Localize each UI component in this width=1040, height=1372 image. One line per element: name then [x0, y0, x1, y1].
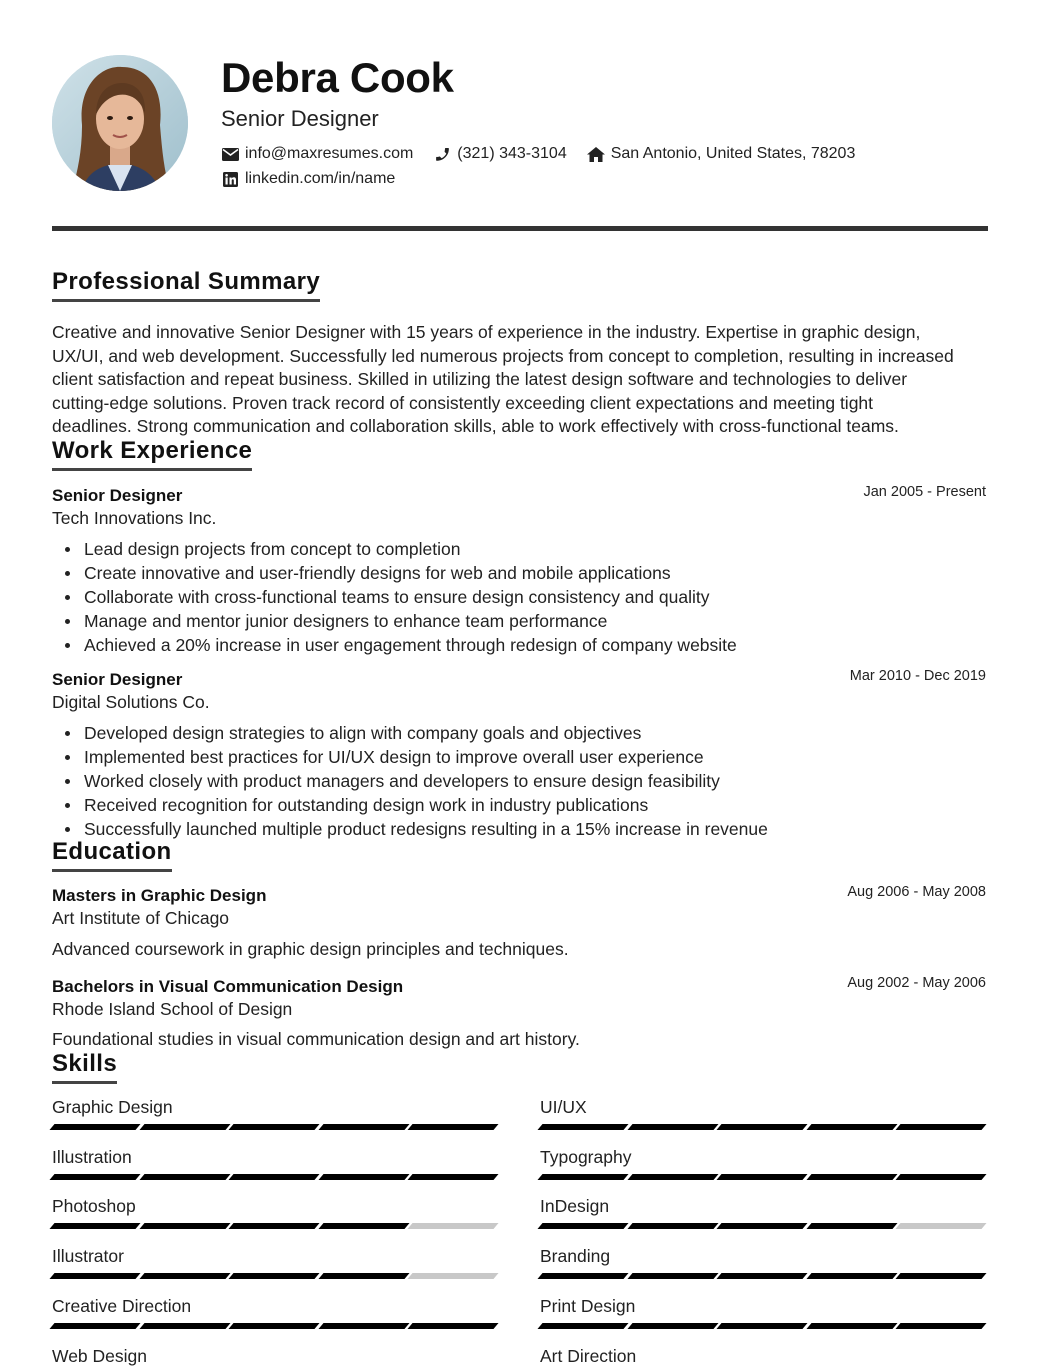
- skill-name: Graphic Design: [52, 1097, 173, 1117]
- degree: Bachelors in Visual Communication Design: [52, 977, 404, 996]
- envelope-icon: [221, 145, 239, 163]
- candidate-name: Debra Cook: [221, 54, 454, 101]
- skill-item: [52, 1096, 500, 1130]
- contact-linkedin[interactable]: [221, 170, 395, 188]
- summary-heading: Professional Summary: [52, 268, 320, 302]
- skill-level-segment: [49, 1174, 140, 1180]
- skill-item: [540, 1146, 988, 1180]
- skill-item: [540, 1096, 988, 1130]
- skill-level-bar: [52, 1223, 500, 1229]
- skill-level-segment: [806, 1174, 897, 1180]
- list-item: Create innovative and user-friendly designs for web and mobile applications: [84, 561, 737, 585]
- summary-line: Creative and innovative Senior Designer with 15 years of experience in the industry. Expertise in graphic design,: [52, 322, 921, 342]
- skill-name: Creative Direction: [52, 1295, 192, 1316]
- list-item: Achieved a 20% increase in user engagement through redesign of company website: [84, 635, 737, 655]
- skill-name: InDesign: [540, 1196, 610, 1217]
- contact-address: [587, 145, 856, 163]
- skill-name: Print Design: [540, 1295, 636, 1316]
- skill-level-segment: [717, 1124, 808, 1130]
- portrait-photo: [52, 55, 188, 191]
- skill-level-bar: [540, 1223, 988, 1229]
- skill-level-segment: [627, 1323, 718, 1329]
- skill-name: Web Design: [52, 1345, 148, 1366]
- skill-level-bar: [540, 1323, 988, 1329]
- education-dates: Aug 2006 - May 2008: [847, 884, 986, 900]
- skill-level-segment: [229, 1223, 320, 1229]
- candidate-title: Senior Designer: [221, 106, 379, 131]
- summary-line: cutting-edge solutions. Proven track record of consistently exceeding client expectations and meeting tight: [52, 392, 874, 413]
- degree: Masters in Graphic Design: [52, 886, 267, 905]
- home-icon: [587, 145, 605, 163]
- skill-item: [52, 1295, 500, 1329]
- experience-heading: Work Experience: [52, 437, 252, 471]
- skill-level-segment: [49, 1273, 140, 1279]
- skill-level-segment: [537, 1174, 628, 1180]
- contact-phone[interactable]: [433, 145, 566, 163]
- skill-level-segment: [627, 1273, 718, 1279]
- skill-level-segment: [717, 1273, 808, 1279]
- address-text: San Antonio, United States, 78203: [610, 145, 856, 162]
- skills-heading: Skills: [52, 1050, 117, 1084]
- skill-item: [52, 1245, 500, 1279]
- summary-line: deadlines. Strong communication and collaboration skills, able to work effectively with cross-functional teams.: [52, 416, 899, 437]
- skill-level-segment: [537, 1124, 628, 1130]
- job-role: Senior Designer: [52, 486, 183, 505]
- job-bullets: [84, 537, 737, 657]
- skill-item: [52, 1146, 500, 1180]
- contact-row-2: [221, 170, 415, 188]
- education-description: Foundational studies in visual communication design and art history.: [52, 1029, 580, 1049]
- contact-email[interactable]: [221, 145, 413, 163]
- skill-level-segment: [408, 1223, 499, 1229]
- skill-level-segment: [49, 1223, 140, 1229]
- skill-name: UI/UX: [540, 1097, 587, 1117]
- email-text[interactable]: info@maxresumes.com: [245, 145, 414, 162]
- skill-level-bar: [540, 1174, 988, 1180]
- avatar: [52, 55, 188, 191]
- skill-item: [52, 1345, 500, 1372]
- skill-level-segment: [49, 1323, 140, 1329]
- skill-level-segment: [627, 1174, 718, 1180]
- list-item: Collaborate with cross-functional teams to ensure design consistency and quality: [84, 585, 737, 609]
- skill-item: [540, 1245, 988, 1279]
- skill-level-segment: [408, 1124, 499, 1130]
- job-bullets: [84, 721, 768, 841]
- skill-name: Branding: [540, 1246, 611, 1267]
- list-item: Lead design projects from concept to completion: [84, 537, 737, 561]
- job-company: Digital Solutions Co.: [52, 692, 210, 712]
- skill-name: Illustration: [52, 1146, 132, 1167]
- skill-name: Typography: [540, 1146, 632, 1167]
- skill-level-segment: [229, 1174, 320, 1180]
- summary-line: UX/UI, and web development. Successfully led numerous projects from concept to completion, resulting in increased: [52, 345, 954, 366]
- skill-level-segment: [139, 1223, 230, 1229]
- education-heading: Education: [52, 838, 172, 872]
- list-item: Manage and mentor junior designers to enhance team performance: [84, 609, 737, 633]
- job-role: Senior Designer: [52, 670, 183, 689]
- skill-level-bar: [52, 1124, 500, 1130]
- list-item: Worked closely with product managers and developers to ensure design feasibility: [84, 769, 768, 793]
- skill-level-segment: [717, 1323, 808, 1329]
- contact-row: [221, 145, 875, 163]
- skill-level-segment: [806, 1273, 897, 1279]
- linkedin-icon: [221, 170, 239, 188]
- skill-level-segment: [896, 1223, 987, 1229]
- skill-level-segment: [408, 1174, 499, 1180]
- skill-name: Art Direction: [540, 1345, 637, 1366]
- skill-level-segment: [139, 1273, 230, 1279]
- skill-level-bar: [52, 1323, 500, 1329]
- skill-level-segment: [139, 1124, 230, 1130]
- skill-level-segment: [806, 1223, 897, 1229]
- skill-item: [540, 1195, 988, 1229]
- skill-level-segment: [139, 1323, 230, 1329]
- job-company: Tech Innovations Inc.: [52, 508, 217, 528]
- skill-item: [540, 1295, 988, 1329]
- job-dates: Jan 2005 - Present: [863, 484, 986, 500]
- skill-level-segment: [717, 1174, 808, 1180]
- skill-level-segment: [408, 1273, 499, 1279]
- education-dates: Aug 2002 - May 2006: [847, 975, 986, 991]
- school: Art Institute of Chicago: [52, 908, 230, 928]
- skill-level-segment: [318, 1124, 409, 1130]
- skill-level-segment: [139, 1174, 230, 1180]
- skill-level-segment: [896, 1174, 987, 1180]
- skill-level-segment: [537, 1223, 628, 1229]
- skill-level-segment: [806, 1124, 897, 1130]
- skill-level-bar: [52, 1174, 500, 1180]
- skill-level-bar: [540, 1124, 988, 1130]
- phone-text[interactable]: (321) 343-3104: [457, 145, 567, 162]
- linkedin-text[interactable]: linkedin.com/in/name: [245, 170, 396, 187]
- skill-level-segment: [806, 1323, 897, 1329]
- summary-line: client satisfaction and repeat business. Skilled in utilizing the latest design software and technologies to deliver: [52, 369, 908, 390]
- skill-level-segment: [318, 1174, 409, 1180]
- skill-level-segment: [229, 1124, 320, 1130]
- skill-level-segment: [318, 1323, 409, 1329]
- skill-level-segment: [627, 1124, 718, 1130]
- phone-icon: [433, 145, 451, 163]
- summary-text: [52, 321, 992, 439]
- header-divider: [52, 226, 988, 231]
- skill-level-segment: [408, 1323, 499, 1329]
- skill-name: Illustrator: [52, 1246, 124, 1267]
- skill-level-segment: [229, 1273, 320, 1279]
- skill-level-segment: [896, 1273, 987, 1279]
- list-item: Implemented best practices for UI/UX design to improve overall user experience: [84, 745, 768, 769]
- education-description: Advanced coursework in graphic design principles and techniques.: [52, 939, 569, 959]
- job-dates: Mar 2010 - Dec 2019: [849, 668, 986, 684]
- skill-item: [52, 1195, 500, 1229]
- list-item: Successfully launched multiple product redesigns resulting in a 15% increase in revenue: [84, 819, 768, 839]
- skill-level-segment: [896, 1323, 987, 1329]
- skill-level-bar: [540, 1273, 988, 1279]
- school: Rhode Island School of Design: [52, 999, 293, 1019]
- skill-level-segment: [318, 1223, 409, 1229]
- skill-name: Photoshop: [52, 1196, 136, 1217]
- list-item: Developed design strategies to align with company goals and objectives: [84, 721, 768, 745]
- skill-level-segment: [717, 1223, 808, 1229]
- skill-level-segment: [627, 1223, 718, 1229]
- skill-item: [540, 1345, 988, 1372]
- skill-level-segment: [537, 1323, 628, 1329]
- list-item: Received recognition for outstanding design work in industry publications: [84, 793, 768, 817]
- skill-level-segment: [537, 1273, 628, 1279]
- skill-level-segment: [49, 1124, 140, 1130]
- skill-level-segment: [229, 1323, 320, 1329]
- skill-level-segment: [896, 1124, 987, 1130]
- skill-level-bar: [52, 1273, 500, 1279]
- skill-level-segment: [318, 1273, 409, 1279]
